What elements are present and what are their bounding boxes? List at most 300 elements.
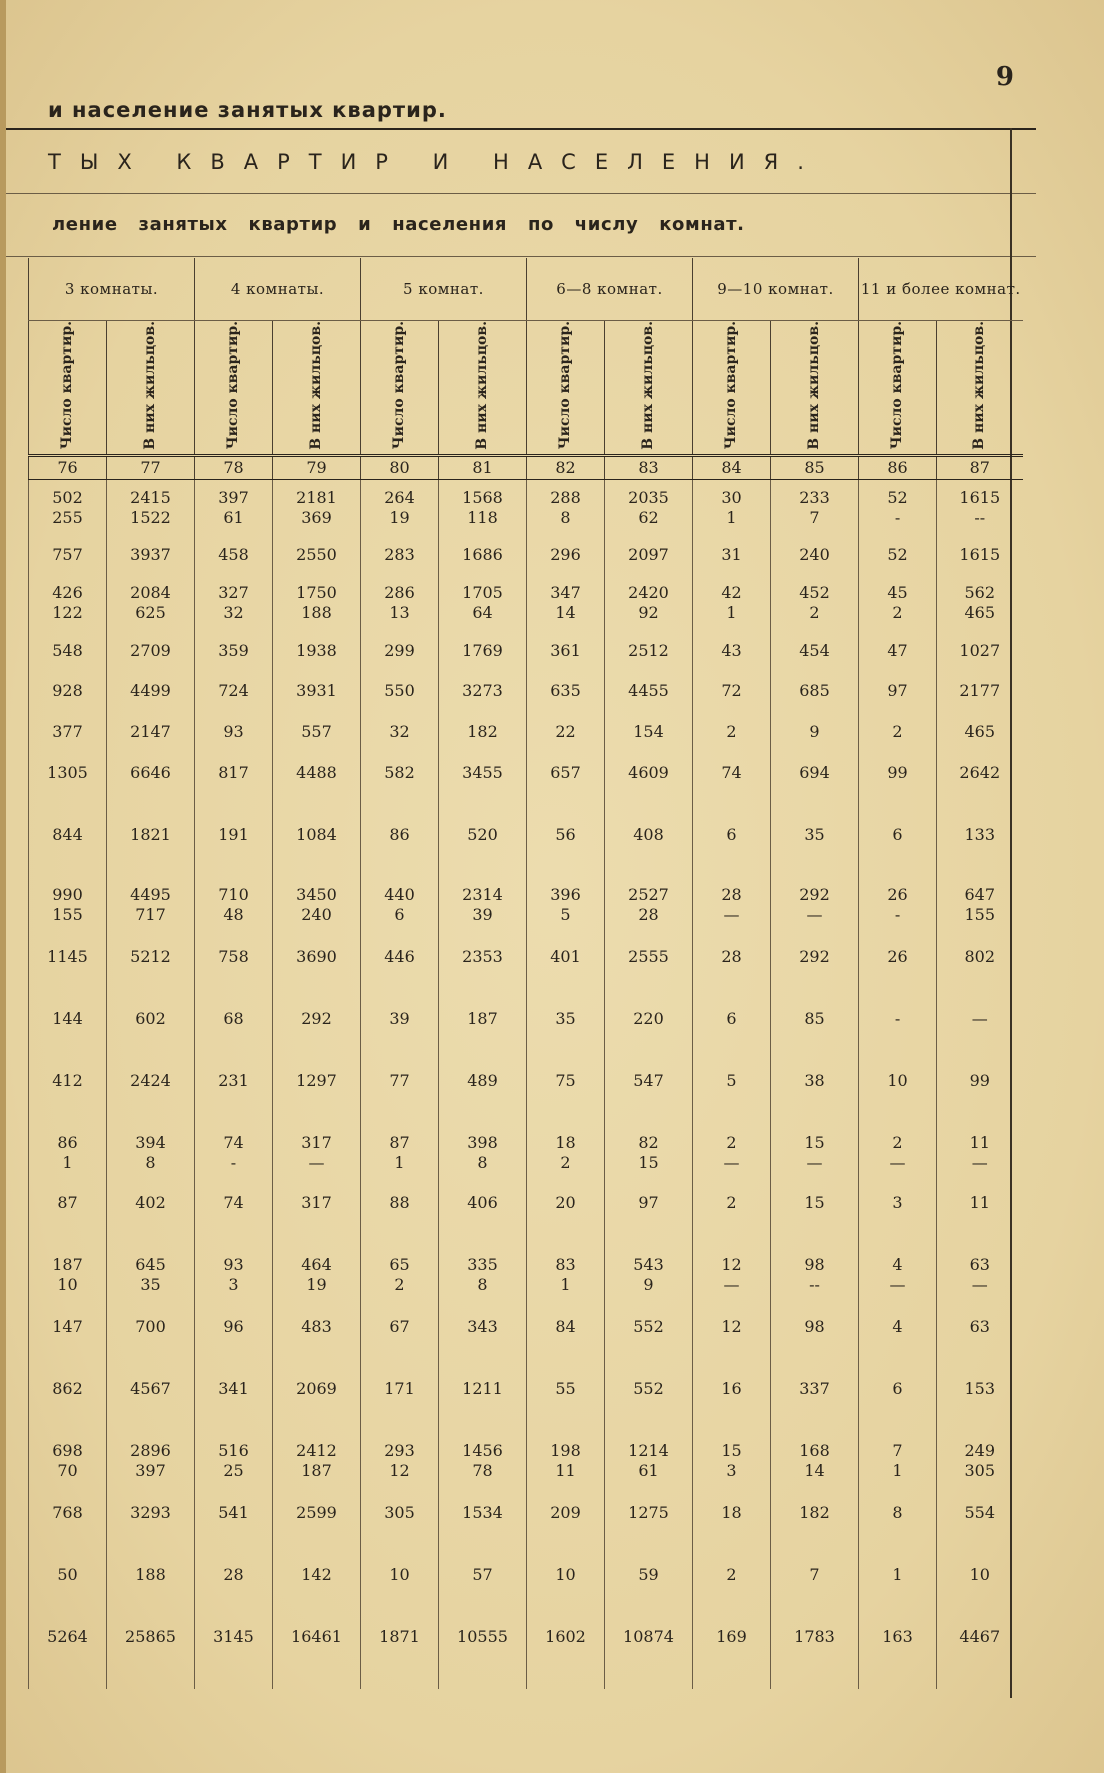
cell-value: 554 <box>964 1503 996 1523</box>
cell-value: 698 <box>52 1441 83 1461</box>
table-cell <box>605 755 693 817</box>
table-cell <box>29 673 107 714</box>
cell-value-secondary: 7 <box>809 507 820 527</box>
cell-value: 7 <box>809 1565 820 1585</box>
cell-value: 562 <box>964 583 996 603</box>
cell-value: 5 <box>726 1071 737 1091</box>
table-cell <box>361 1557 439 1619</box>
table-cell <box>107 633 195 673</box>
table-cell <box>107 939 195 1001</box>
cell-value: 394 <box>135 1133 166 1153</box>
cell-value: 231 <box>218 1071 249 1091</box>
table-cell <box>273 1247 361 1309</box>
table-cell <box>107 1125 195 1185</box>
cell-value: 2512 <box>628 641 669 661</box>
cell-value-secondary: 19 <box>306 1275 327 1295</box>
table-cell <box>195 1063 273 1125</box>
cell-value: 1275 <box>628 1503 669 1523</box>
table-cell <box>107 1557 195 1619</box>
cell-value: 1211 <box>462 1379 503 1399</box>
cell-value: 2069 <box>296 1379 337 1399</box>
cell-value-secondary: 717 <box>135 905 166 925</box>
cell-value: 220 <box>633 1009 664 1029</box>
cell-value: 645 <box>135 1255 166 1275</box>
cell-value: 1938 <box>296 641 337 661</box>
cell-value-secondary: 12 <box>389 1461 410 1481</box>
table-cell <box>107 479 195 537</box>
cell-value-secondary: - <box>230 1153 237 1173</box>
cell-value: 1705 <box>462 583 503 603</box>
table-cell <box>361 877 439 939</box>
cell-value: 171 <box>384 1379 415 1399</box>
table-cell <box>439 714 527 755</box>
cell-value-secondary: 465 <box>964 603 996 623</box>
table-cell <box>771 1619 859 1689</box>
cell-value: 296 <box>550 545 581 565</box>
cell-value: 4467 <box>959 1627 1001 1647</box>
cell-value: 67 <box>389 1317 410 1337</box>
cell-value-secondary: 8 <box>477 1275 488 1295</box>
table-cell <box>771 633 859 673</box>
cell-value: 2 <box>726 1133 737 1153</box>
cell-value: 541 <box>218 1503 249 1523</box>
cell-value: 47 <box>887 641 908 661</box>
cell-value: 99 <box>887 763 908 783</box>
table-cell <box>195 755 273 817</box>
cell-value: 1821 <box>130 825 171 845</box>
table-cell <box>605 1619 693 1689</box>
cell-value-secondary: 255 <box>52 507 83 527</box>
table-cell <box>527 1309 605 1371</box>
table-cell <box>859 1125 937 1185</box>
cell-value-secondary: 14 <box>555 603 576 623</box>
top-rule <box>6 128 1036 130</box>
cell-value-secondary: 187 <box>301 1461 332 1481</box>
table-cell <box>771 1185 859 1247</box>
table-cell <box>439 755 527 817</box>
table-cell <box>273 1495 361 1557</box>
cell-value: 74 <box>223 1133 244 1153</box>
cell-value: 2314 <box>462 885 503 905</box>
table-cell <box>107 1309 195 1371</box>
table-cell <box>693 1247 771 1309</box>
cell-value: 2181 <box>296 487 337 507</box>
cell-value: 317 <box>301 1193 332 1213</box>
cell-value: 3273 <box>462 681 503 701</box>
table-cell <box>273 479 361 537</box>
table-cell <box>527 1185 605 1247</box>
cell-value: 249 <box>964 1441 996 1461</box>
table-cell <box>439 1619 527 1689</box>
cell-value: 758 <box>218 947 249 967</box>
table-cell <box>605 1433 693 1495</box>
cell-value: 3937 <box>130 545 171 565</box>
column-number: 77 <box>107 455 195 479</box>
cell-value-secondary: — <box>971 1275 988 1295</box>
table-cell <box>937 714 1023 755</box>
table-cell <box>771 877 859 939</box>
cell-value-secondary: 3 <box>228 1275 239 1295</box>
table-cell <box>361 1001 439 1063</box>
cell-value: 757 <box>52 545 83 565</box>
table-cell <box>693 1371 771 1433</box>
cell-value: 98 <box>804 1317 825 1337</box>
cell-value: 2555 <box>628 947 669 967</box>
table-cell <box>361 633 439 673</box>
table-cell <box>771 1371 859 1433</box>
table-cell <box>195 939 273 1001</box>
table-cell <box>859 755 937 817</box>
table-cell <box>527 817 605 877</box>
table-cell <box>771 1247 859 1309</box>
cell-value-secondary: 8 <box>477 1153 488 1173</box>
table-cell <box>361 1185 439 1247</box>
cell-value: 402 <box>135 1193 166 1213</box>
cell-value: 63 <box>969 1255 990 1275</box>
cell-value: 240 <box>799 545 830 565</box>
cell-value-secondary: 1 <box>560 1275 571 1295</box>
table-cell <box>605 1063 693 1125</box>
table-cell <box>693 1185 771 1247</box>
table-cell <box>361 1309 439 1371</box>
table-row <box>29 1619 1023 1689</box>
cell-value: 12 <box>721 1255 742 1275</box>
table-cell <box>937 1557 1023 1619</box>
table-cell <box>937 1185 1023 1247</box>
cell-value: 188 <box>135 1565 166 1585</box>
cell-value: 8 <box>892 1503 903 1523</box>
cell-value-secondary: 2 <box>892 603 903 623</box>
table-cell <box>273 714 361 755</box>
table-cell <box>439 1247 527 1309</box>
cell-value: 990 <box>52 885 83 905</box>
table-cell <box>937 633 1023 673</box>
cell-value: 406 <box>467 1193 498 1213</box>
cell-value: 93 <box>223 722 244 742</box>
cell-value: 187 <box>467 1009 498 1029</box>
cell-value: 327 <box>218 583 249 603</box>
table-row <box>29 1125 1023 1185</box>
cell-value: 84 <box>555 1317 576 1337</box>
column-number: 87 <box>937 455 1023 479</box>
cell-value: 2642 <box>959 763 1001 783</box>
cell-value: 1568 <box>462 487 503 507</box>
cell-value: 38 <box>804 1071 825 1091</box>
cell-value: 2896 <box>130 1441 171 1461</box>
table-cell <box>107 1495 195 1557</box>
cell-value-secondary: 19 <box>389 507 410 527</box>
subheader-apartments: Число квартир. <box>361 321 439 456</box>
page-binding-edge <box>0 0 6 1773</box>
subheader-apartments: Число квартир. <box>29 321 107 456</box>
cell-value: 15 <box>721 1441 742 1461</box>
table-cell <box>937 479 1023 537</box>
table-cell <box>527 939 605 1001</box>
table-cell <box>937 939 1023 1001</box>
table-row <box>29 1495 1023 1557</box>
table-cell <box>195 714 273 755</box>
table-cell <box>859 673 937 714</box>
table-cell <box>693 1619 771 1689</box>
cell-value: 685 <box>799 681 830 701</box>
subtitle-divider <box>6 256 1036 257</box>
cell-value: 552 <box>633 1379 664 1399</box>
cell-value: 18 <box>555 1133 576 1153</box>
table-row <box>29 575 1023 633</box>
table-cell <box>771 714 859 755</box>
table-cell <box>439 1063 527 1125</box>
table-cell <box>361 939 439 1001</box>
table-cell <box>273 673 361 714</box>
table-cell <box>859 1063 937 1125</box>
cell-value-secondary: 8 <box>560 507 571 527</box>
table-cell <box>29 1247 107 1309</box>
cell-value: 377 <box>52 722 83 742</box>
cell-value: 3931 <box>296 681 337 701</box>
cell-value: 397 <box>218 487 249 507</box>
cell-value: 264 <box>384 487 415 507</box>
table-cell <box>605 479 693 537</box>
cell-value: 68 <box>223 1009 244 1029</box>
cell-value-secondary: 11 <box>555 1461 576 1481</box>
cell-value: 16 <box>721 1379 742 1399</box>
cell-value: 2084 <box>130 583 171 603</box>
table-cell <box>527 537 605 575</box>
table-cell <box>693 817 771 877</box>
table-cell <box>527 575 605 633</box>
cell-value: 99 <box>969 1071 990 1091</box>
cell-value: 154 <box>633 722 664 742</box>
cell-value: 1871 <box>379 1627 420 1647</box>
cell-value-secondary: 2 <box>809 603 820 623</box>
cell-value: 15 <box>804 1193 825 1213</box>
table-cell <box>361 1619 439 1689</box>
table-cell <box>107 673 195 714</box>
cell-value: 39 <box>389 1009 410 1029</box>
table-cell <box>527 1495 605 1557</box>
cell-value-secondary: 1 <box>62 1153 73 1173</box>
cell-value: 153 <box>964 1379 996 1399</box>
cell-value: 359 <box>218 641 249 661</box>
column-number: 80 <box>361 455 439 479</box>
cell-value: 1145 <box>47 947 88 967</box>
cell-value: 6 <box>892 825 903 845</box>
table-row <box>29 537 1023 575</box>
table-cell <box>693 755 771 817</box>
table-cell <box>771 1063 859 1125</box>
table-cell <box>439 1371 527 1433</box>
table-cell <box>29 537 107 575</box>
cell-value: 408 <box>633 825 664 845</box>
cell-value: 10 <box>969 1565 990 1585</box>
cell-value: 9 <box>809 722 820 742</box>
table-cell <box>693 633 771 673</box>
table-cell <box>937 817 1023 877</box>
cell-value: 86 <box>389 825 410 845</box>
cell-value: 133 <box>964 825 996 845</box>
cell-value: 768 <box>52 1503 83 1523</box>
cell-value: 144 <box>52 1009 83 1029</box>
cell-value: 464 <box>301 1255 332 1275</box>
cell-value: 802 <box>964 947 996 967</box>
table-cell <box>693 1125 771 1185</box>
cell-value: 85 <box>804 1009 825 1029</box>
cell-value: 6646 <box>130 763 171 783</box>
table-cell <box>937 1309 1023 1371</box>
table-row <box>29 1063 1023 1125</box>
cell-value: 286 <box>384 583 415 603</box>
table-cell <box>527 1371 605 1433</box>
subheader-residents: В них жильцов. <box>771 321 859 456</box>
table-cell <box>859 1185 937 1247</box>
cell-value: 398 <box>467 1133 498 1153</box>
table-cell <box>195 817 273 877</box>
cell-value: 2415 <box>130 487 171 507</box>
cell-value: 543 <box>633 1255 664 1275</box>
cell-value: 209 <box>550 1503 581 1523</box>
table-cell <box>859 479 937 537</box>
table-cell <box>107 1371 195 1433</box>
table-cell <box>527 1001 605 1063</box>
table-cell <box>693 537 771 575</box>
table-cell <box>605 1001 693 1063</box>
table-subtitle: ление занятых квартир и населения по числу комнат. <box>52 214 745 235</box>
cell-value: 5212 <box>130 947 171 967</box>
table-cell <box>29 1557 107 1619</box>
table-cell <box>107 1433 195 1495</box>
table-cell <box>439 673 527 714</box>
table-cell <box>693 673 771 714</box>
table-cell <box>937 755 1023 817</box>
table-cell <box>527 1433 605 1495</box>
cell-value: 31 <box>721 545 742 565</box>
column-number: 76 <box>29 455 107 479</box>
cell-value-secondary: 78 <box>472 1461 493 1481</box>
cell-value-secondary: 240 <box>301 905 332 925</box>
subheader-apartments: Число квартир. <box>527 321 605 456</box>
cell-value: 233 <box>799 487 830 507</box>
table-cell <box>29 1125 107 1185</box>
column-number: 79 <box>273 455 361 479</box>
cell-value: 548 <box>52 641 83 661</box>
table-cell <box>107 1619 195 1689</box>
table-cell <box>527 479 605 537</box>
table-row <box>29 673 1023 714</box>
table-cell <box>273 877 361 939</box>
table-cell <box>195 633 273 673</box>
cell-value-secondary: 6 <box>394 905 405 925</box>
title-divider <box>6 193 1036 194</box>
table-cell <box>29 939 107 1001</box>
table-cell <box>439 1433 527 1495</box>
cell-value: 440 <box>384 885 415 905</box>
cell-value: 97 <box>638 1193 659 1213</box>
table-cell <box>273 1557 361 1619</box>
table-cell <box>29 1433 107 1495</box>
page-number: 9 <box>995 62 1014 92</box>
cell-value: 182 <box>799 1503 830 1523</box>
cell-value: 87 <box>57 1193 78 1213</box>
table-cell <box>605 1495 693 1557</box>
table-cell <box>605 673 693 714</box>
table-cell <box>693 1433 771 1495</box>
cell-value: 10874 <box>623 1627 674 1647</box>
cell-value: 187 <box>52 1255 83 1275</box>
table-cell <box>605 817 693 877</box>
cell-value: 2599 <box>296 1503 337 1523</box>
table-cell <box>605 1371 693 1433</box>
cell-value: 74 <box>223 1193 244 1213</box>
cell-value-secondary: - <box>894 507 901 527</box>
column-number-row <box>29 455 1023 479</box>
cell-value: 2 <box>726 1565 737 1585</box>
cell-value: 335 <box>467 1255 498 1275</box>
cell-value-secondary: 13 <box>389 603 410 623</box>
cell-value-secondary: 122 <box>52 603 83 623</box>
cell-value: 6 <box>892 1379 903 1399</box>
cell-value: — <box>971 1009 988 1029</box>
cell-value: 1615 <box>959 545 1001 565</box>
cell-value-secondary: 14 <box>804 1461 825 1481</box>
cell-value-secondary: — <box>308 1153 325 1173</box>
cell-value: 87 <box>389 1133 410 1153</box>
table-cell <box>195 1433 273 1495</box>
table-cell <box>107 1185 195 1247</box>
table-cell <box>439 537 527 575</box>
table-cell <box>937 1371 1023 1433</box>
cell-value-secondary: 397 <box>135 1461 166 1481</box>
table-cell <box>29 817 107 877</box>
cell-value: 700 <box>135 1317 166 1337</box>
cell-value: 2709 <box>130 641 171 661</box>
table-cell <box>859 537 937 575</box>
table-cell <box>29 877 107 939</box>
cell-value-secondary: 3 <box>726 1461 737 1481</box>
table-cell <box>771 1125 859 1185</box>
cell-value: 817 <box>218 763 249 783</box>
cell-value-secondary: 2 <box>394 1275 405 1295</box>
cell-value-secondary: 25 <box>223 1461 244 1481</box>
cell-value-secondary: 625 <box>135 603 166 623</box>
table-cell <box>859 1001 937 1063</box>
table-row <box>29 1309 1023 1371</box>
table-cell <box>605 1557 693 1619</box>
table-cell <box>605 537 693 575</box>
cell-value-secondary: 61 <box>223 507 244 527</box>
cell-value-secondary: 369 <box>301 507 332 527</box>
cell-value: 446 <box>384 947 415 967</box>
cell-value-secondary: 8 <box>145 1153 156 1173</box>
table-row <box>29 714 1023 755</box>
table-cell <box>605 877 693 939</box>
table-cell <box>195 575 273 633</box>
cell-value: 1297 <box>296 1071 337 1091</box>
cell-value: 844 <box>52 825 83 845</box>
cell-value: 45 <box>887 583 908 603</box>
cell-value: 3 <box>892 1193 903 1213</box>
cell-value-secondary: 15 <box>638 1153 659 1173</box>
table-cell <box>693 479 771 537</box>
table-row <box>29 1001 1023 1063</box>
table-cell <box>273 537 361 575</box>
table-cell <box>107 575 195 633</box>
cell-value: 412 <box>52 1071 83 1091</box>
table-cell <box>195 1125 273 1185</box>
cell-value: 337 <box>799 1379 830 1399</box>
table-cell <box>937 673 1023 714</box>
table-cell <box>693 1495 771 1557</box>
subheader-residents: В них жильцов. <box>439 321 527 456</box>
